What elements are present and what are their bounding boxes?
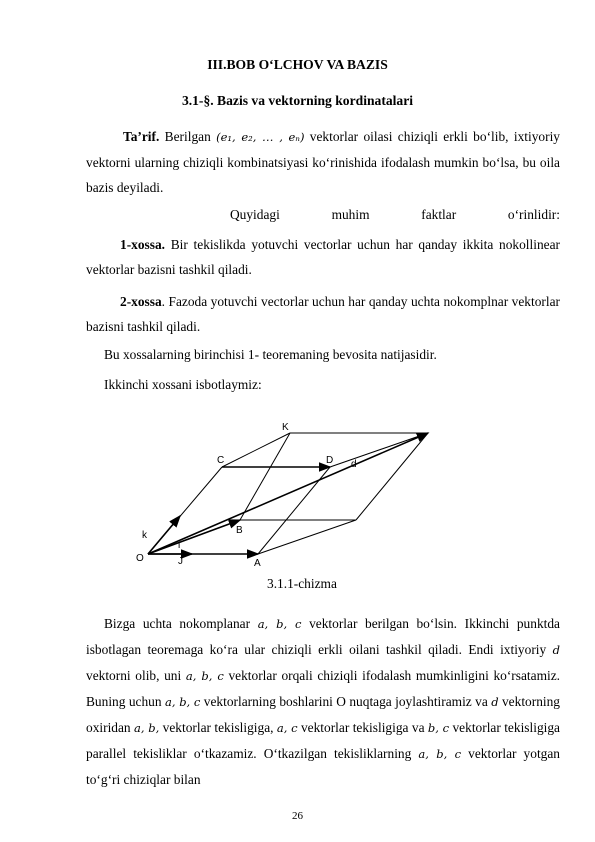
vector-k-label: k xyxy=(142,530,147,541)
point-o-label: O xyxy=(136,553,144,564)
vector-i-label: i xyxy=(178,540,181,551)
point-a-label: A xyxy=(254,558,261,569)
proof-text: Bizga uchta nokomplanar xyxy=(104,616,258,631)
definition-text-after: vektorlar oilasi chiziqli erkli bo‘lib, ixtiyoriy vektorni ularning chiziqli kombinatsiyasi ko‘rinishida ifodalash mumkin bo‘lsa, bu oila bazis deyiladi. xyxy=(86,129,560,195)
section-title: 3.1-§. Bazis va vektorning kordinatalari xyxy=(181,93,414,108)
figure-caption: 3.1.1-chizma xyxy=(267,576,337,591)
facts-intro-word: Quyidagi xyxy=(230,207,280,222)
proof-text: vektorlar berilgan bo‘lsin. Ikkinchi punktda isbotlagan teoremaga ko‘ra ular chiziqli erkli oilani tashkil qiladi. Endi ixtiyoriy xyxy=(86,616,560,657)
facts-intro xyxy=(230,207,560,223)
point-d-label: D xyxy=(326,455,334,466)
vectors-abc: a, b, c xyxy=(164,695,201,709)
facts-intro-word: muhim xyxy=(331,207,370,222)
definition-term: Ta’rif. xyxy=(123,129,160,144)
definition-paragraph xyxy=(86,124,560,200)
vector-d-label: d xyxy=(351,459,357,470)
point-b-label: B xyxy=(236,525,243,536)
fact-2-paragraph xyxy=(86,289,560,339)
proof-text: vektorlar tekisligiga, xyxy=(159,720,277,735)
corollary-line: Bu xossalarning birinchisi 1- teoremaning bevosita natijasidir. xyxy=(104,347,437,362)
facts-intro-word: o‘rinlidir: xyxy=(507,207,560,222)
fact-1-paragraph xyxy=(86,232,560,282)
vectors-ac: a, c xyxy=(276,721,298,735)
proof-text: vektorlar tekisligiga parallel tekisliklar o‘tkazamiz. O‘tkazilgan tekisliklarning xyxy=(86,720,560,761)
proof-text: vektorning oxiridan xyxy=(86,694,560,735)
point-c-label: C xyxy=(217,455,225,466)
parallelepiped-diagram xyxy=(130,392,440,572)
vector-d: d xyxy=(491,695,499,709)
proof-intro-line: Ikkinchi xossani isbotlaymiz: xyxy=(104,377,262,392)
vectors-abc: a, b, c xyxy=(418,747,462,761)
fact-2-text: . Fazoda yotuvchi vectorlar uchun har qanday uchta nokomplnar vektorlar bazisni tashkil qiladi. xyxy=(86,294,560,334)
proof-text: vektorni olib, uni xyxy=(86,668,186,683)
vectors-abc: a, b, c xyxy=(185,669,224,683)
proof-text: vektorlar tekisligiga va xyxy=(297,720,428,735)
basis-family-formula: (e₁, e₂, … , eₙ) xyxy=(216,130,305,144)
fact-2-label: 2-xossa xyxy=(120,294,162,309)
proof-text: vektorlarning boshlarini O nuqtaga joylashtiramiz va xyxy=(200,694,492,709)
vectors-ab: a, b, xyxy=(134,721,160,735)
proof-text: vektorlar yotgan to‘g‘ri chiziqlar bilan xyxy=(86,746,561,787)
proof-paragraph xyxy=(86,611,560,792)
vectors-abc: a, b, c xyxy=(257,617,302,631)
definition-text-before: Berilgan xyxy=(159,129,217,144)
page-number: 26 xyxy=(292,810,303,822)
vector-d: d xyxy=(552,643,560,657)
vector-j-label: J xyxy=(178,556,183,567)
vector-d-arrow xyxy=(148,433,428,554)
point-k-label: K xyxy=(282,422,289,433)
fact-1-text: Bir tekislikda yotuvchi vectorlar uchun har qanday ikkita nokollinear vektorlar bazisni tashkil qiladi. xyxy=(86,237,560,277)
fact-1-label: 1-xossa. xyxy=(120,237,166,252)
facts-intro-word: faktlar xyxy=(421,207,457,222)
proof-text: vektorlar orqali chiziqli ifodalash mumkinligini ko‘rsatamiz. Buning uchun xyxy=(86,668,561,709)
chapter-title: III.BOB O‘LCHOV VA BAZIS xyxy=(207,57,388,72)
vectors-bc: b, c xyxy=(427,721,450,735)
